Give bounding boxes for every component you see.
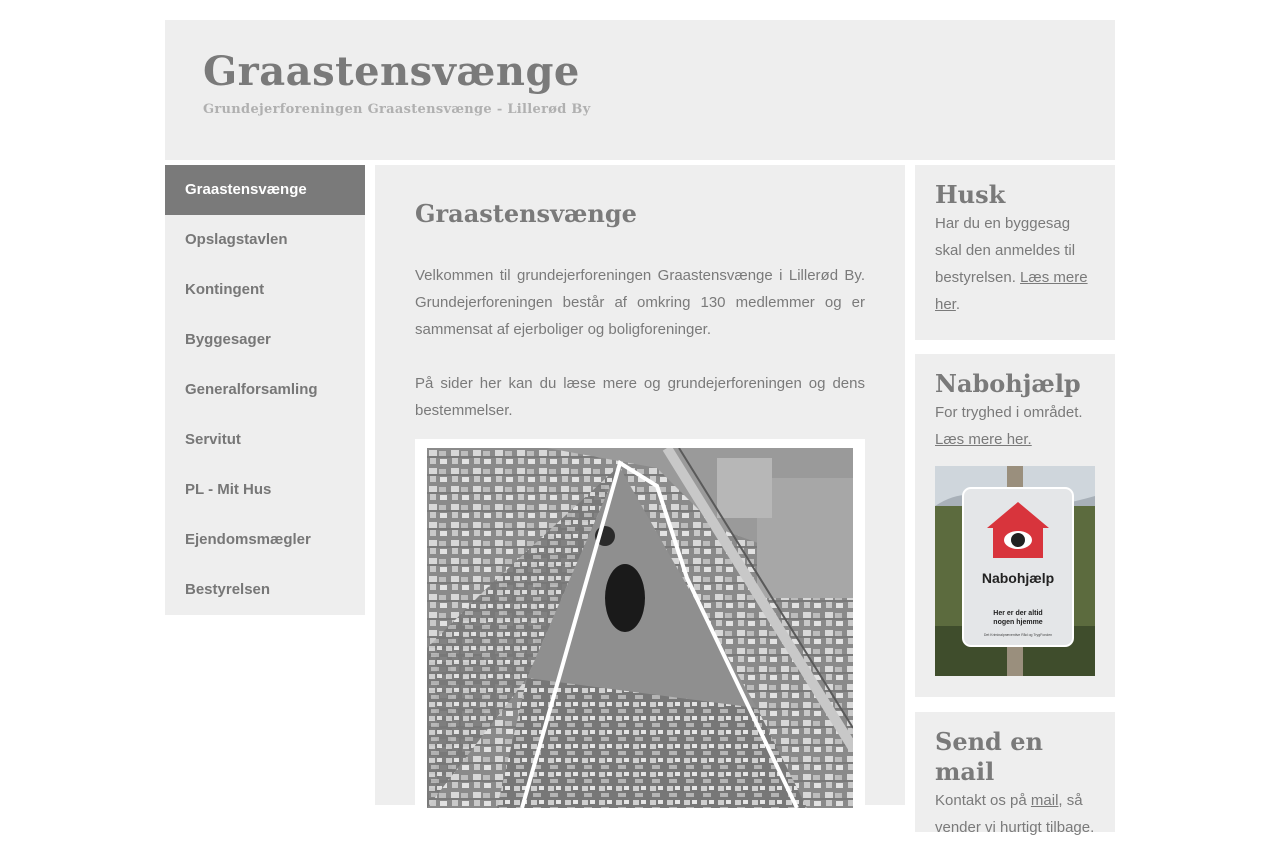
nav-item-kontingent[interactable]: Kontingent: [185, 281, 265, 298]
site-title[interactable]: Graastensvænge: [203, 48, 580, 95]
sign-line-2: nogen hjemme: [993, 619, 1043, 626]
site-subtitle: Grundejerforeningen Graastensvænge - Lillerød By: [203, 102, 591, 117]
husk-text: Har du en byggesag skal den anmeldes til bestyrelsen. Læs mere her.: [935, 215, 1088, 313]
nabohjaelp-read-more-link[interactable]: Læs mere her.: [935, 431, 1032, 448]
nav-item-graastensvaenge[interactable]: Graastensvænge: [165, 165, 365, 215]
nav-item-opslagstavlen[interactable]: Opslagstavlen: [185, 231, 288, 248]
aerial-map-image: [415, 439, 865, 819]
mail-link[interactable]: mail: [1030, 792, 1059, 809]
nabohjaelp-box: [915, 354, 1115, 697]
mail-box: [915, 712, 1115, 836]
nav-item-ejendomsmaegler[interactable]: Ejendomsmægler: [185, 531, 311, 548]
nabohjaelp-sign-image: [935, 466, 1095, 676]
nav-item-byggesager[interactable]: Byggesager: [185, 331, 271, 348]
nav-item-servitut[interactable]: Servitut: [185, 431, 241, 448]
sign-title: Nabohjælp: [981, 570, 1055, 586]
nav-item-generalforsamling[interactable]: Generalforsamling: [185, 381, 318, 398]
nav-item-bestyrelsen[interactable]: Bestyrelsen: [185, 581, 271, 598]
page-title: Graastensvænge: [415, 199, 637, 228]
info-paragraph: På sider her kan du læse mere og grundejerforeningen og dens bestemmelser.: [415, 375, 865, 419]
nabohjaelp-text: For tryghed i området.: [935, 404, 1083, 421]
husk-title: Husk: [935, 180, 1006, 209]
sign-small-text: Det Kriminalpræventive Råd og TrygFonden: [983, 633, 1053, 637]
sidebar-nav: [165, 165, 365, 615]
site-header: [165, 20, 1115, 160]
husk-read-more-link[interactable]: Læs mere her: [935, 269, 1088, 313]
husk-box: [915, 165, 1115, 340]
mail-title: Send en mail: [935, 727, 1043, 786]
aerial-map-photo: [427, 448, 853, 808]
intro-paragraph: Velkommen til grundejerforeningen Graastensvænge i Lillerød By. Grundejerforeningen består af omkring 130 medlemmer og er sammensat af ejerboliger og boligforeninger.: [415, 267, 865, 338]
sign-line-1: Her er der altid: [993, 610, 1043, 617]
nav-item-pl-mit-hus[interactable]: PL - Mit Hus: [185, 481, 272, 498]
main-content: [375, 165, 905, 805]
mail-text: Kontakt os på mail, så vender vi hurtigt tilbage.: [935, 792, 1095, 836]
nabohjaelp-title: Nabohjælp: [935, 369, 1081, 398]
